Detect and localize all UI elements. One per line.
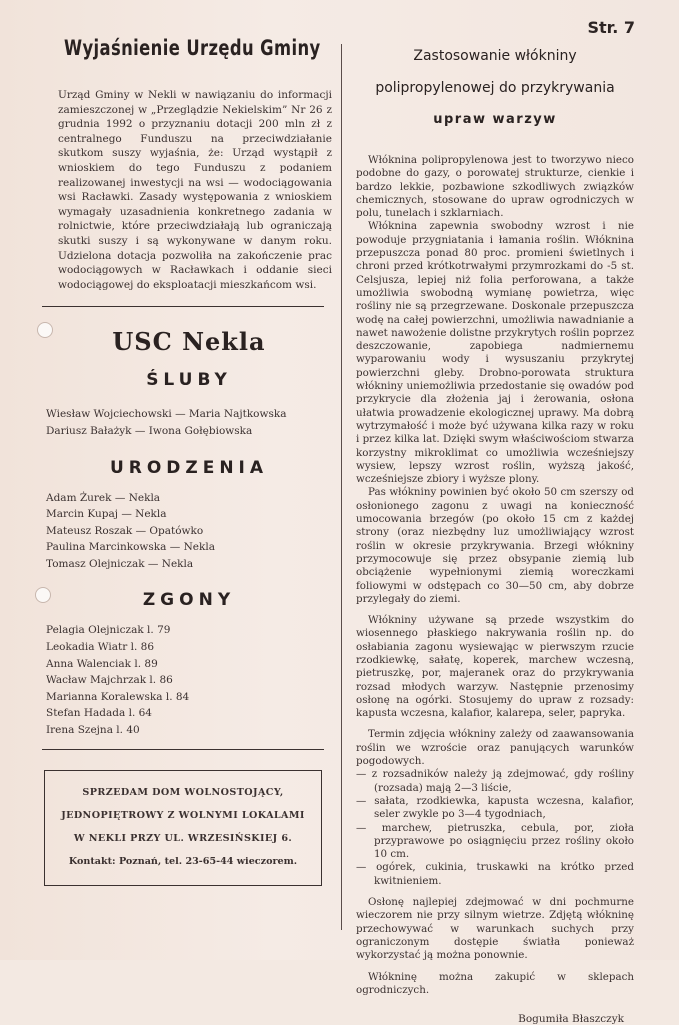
ad-contact: Kontakt: Poznań, tel. 23-65-44 wieczorem. [68,855,298,867]
sluby-list [46,406,332,439]
bullet-item: — ogórek, cukinia, truskawki na krótko przed kwitnieniem. [356,861,634,888]
paragraph: Włóknina zapewnia swobodny wzrost i nie powoduje przygniatania i łamania roślin. Włóknina przepuszcza ponad 80 proc. promieni świetlnych i chroni przed krótkotrwałymi przymrozkami do -5 st. Celsjusza, lepiej niż folia perforowana, a także umożliwia swobodną wymianę powietrza, więc rośliny nie są przegrzewane. Doskonale przepuszcza wodę na całej powierzchni, umożliwia nawadnianie a nawet nawożenie dolistne przykrytych roślin poprzez deszczowanie, zapobiega nadmiernemu wyparowaniu wody i wysuszaniu przykrytej powierzchni gleby. Drobno-porowata struktura włókniny uniemożliwia przedostanie się owadów pod przykrycie dla złożenia jaj i żerowania, osłona ułatwia prowadzenie ekologicznej uprawy. Ma dobrą wytrzymałość i może być używana kilka razy w roku i przez kilka lat. Dzięki swym właściwościom stwarza korzystny mikroklimat co umożliwia wcześniejszy wysiew, lepszy wzrost roślin, wyższą jakość, wcześniejsze zbiory i wyższe plony. [356,220,634,486]
paragraph: Włóknina polipropylenowa jest to tworzywo nieco podobne do gazy, o porowatej strukturze, cienkie i bardzo lekkie, pozbawione szkodliwych związków chemicznych, stosowane do upraw ogrodniczych w polu, tunelach i szklarniach. [356,154,634,220]
paragraph: Włókniny używane są przede wszystkim do wiosennego płaskiego nakrywania roślin np. do osłabiania zagonu wysiewając w pierwszym rzucie rzodkiewkę, sałatę, koperek, marchew wczesną, pietruszkę, por, majeranek oraz do przykrywania rozsad młodych warzyw. Następnie przenosimy osłonę na ogórki. Stosujemy do upraw z rozsady: kapusta wczesna, kalafior, kalarepa, seler, papryka. [356,614,634,720]
list-item: Paulina Marcinkowska — Nekla [46,541,215,554]
ad-line: SPRZEDAM DOM WOLNOSTOJĄCY, [82,786,284,798]
bullet-item: — marchew, pietruszka, cebula, por, zioła przyprawowe po osiągnięciu przez rośliny około 10 cm. [356,822,634,862]
list-item: Mateusz Roszak — Opatówko [46,524,204,537]
list-item: Adam Żurek — Nekla [46,491,161,504]
urodzenia-heading: URODZENIA [109,457,269,478]
list-item: Pelagia Olejniczak l. 79 [46,624,171,637]
list-item: Marcin Kupaj — Nekla [46,508,167,521]
list-item: Marianna Koralewska l. 84 [46,690,190,703]
paragraph-gap [356,720,634,728]
paragraph-gap [356,888,634,896]
article-body [356,154,634,997]
page-number: Str. 7 [587,18,635,37]
paragraph: Pas włókniny powinien być około 50 cm szerszy od osłonionego zagonu z uwagi na konieczność umocowania brzegów (po około 15 cm z każdej strony (oraz niezbędny luz umożliwiający wzrost roślin w okresie przykrywania. Brzegi włókniny przymocowuje się przez obsypanie ziemią lub obciążenie wypełnionymi ziemią woreczkami foliowymi w odstępach co 30—50 cm, aby dobrze przylegały do ziemi. [356,486,634,605]
list-item: Irena Szejna l. 40 [46,724,140,737]
urodzenia-list [46,490,332,573]
zgony-list [46,622,332,738]
left-column [46,36,332,886]
article-intro-text: Urząd Gminy w Nekli w nawiązaniu do informacji zamieszczonej w „Przeglądzie Nekielskim” Nr 26 z grudnia 1992 o przyznaniu dotacji 200 mln zł z centralnego Funduszu na przeciwdziałanie skutkom suszy wyjaśnia, że: Urząd wystąpił z wnioskiem do tego Funduszu z podaniem realizowanej inwestycji na wsi — wodociągowania wsi Racławki. Zasady występowania z wnioskiem wymagały uzasadnienia konkretnego zadania w rolnictwie, które przeciwdziałają lub ograniczają skutki suszy i są wykonywane w danym roku. Udzielona dotacja pozwoliła na zakończenie prac wodociągowych w Racławkach i oddanie sieci wodociągowej do eksploatacji mieszkańcom wsi. [58,89,332,291]
sluby-heading: ŚLUBY [146,370,232,391]
title-line: polipropylenowej do przykrywania [375,80,615,96]
paragraph: Osłonę najlepiej zdejmować w dni pochmurne wieczorem nie przy silnym wietrze. Zdjętą włókninę przechowywać w warunkach suchych przy ograniczonym dostępie światła ponieważ wykorzystać ją można ponownie. [356,896,634,962]
list-item: Stefan Hadada l. 64 [46,707,152,720]
bullet-item: — sałata, rzodkiewka, kapusta wczesna, kalafior, seler zwykle po 3—4 tygodniach, [356,795,634,822]
bullet-item: — z rozsadników należy ją zdejmować, gdy rośliny (rozsada) mają 2—3 liście, [356,768,634,795]
title-line: Zastosowanie włókniny [413,48,577,64]
list-item: Wacław Majchrzak l. 86 [46,674,173,687]
list-item: Anna Walenciak l. 89 [46,657,158,670]
bullet-list [356,768,634,888]
list-item: Tomasz Olejniczak — Nekla [46,557,194,570]
paragraph-gap [356,606,634,614]
ad-line: W NEKLI PRZY UL. WRZESIŃSKIEJ 6. [73,832,293,844]
paragraph: Włókninę można zakupić w sklepach ogrodniczych. [356,970,634,996]
title-line: upraw warzyw [433,112,557,127]
ad-line: JEDNOPIĘTROWY Z WOLNYMI LOKALAMI [61,809,305,821]
section-divider [42,749,324,750]
paragraph-gap [356,963,634,971]
zgony-heading: ZGONY [142,590,236,611]
usc-title: USC Nekla [112,327,266,357]
list-item: Leokadia Wiatr l. 86 [46,641,155,654]
right-column [356,40,634,1025]
article-title-right [356,40,634,136]
classified-ad-box [44,770,322,886]
author-signature: Bogumiła Błaszczyk [518,1013,624,1025]
section-divider [42,306,324,307]
article-title-left: Wyjaśnienie Urzędu Gminy [64,36,321,60]
list-item: Wiesław Wojciechowski — Maria Najtkowska [46,408,287,421]
paragraph: Termin zdjęcia włókniny zależy od zaawansowania roślin we wzroście oraz panujących warunków pogodowych. [356,728,634,768]
column-divider [341,44,342,930]
list-item: Dariusz Bałażyk — Iwona Gołębiowska [46,424,253,437]
